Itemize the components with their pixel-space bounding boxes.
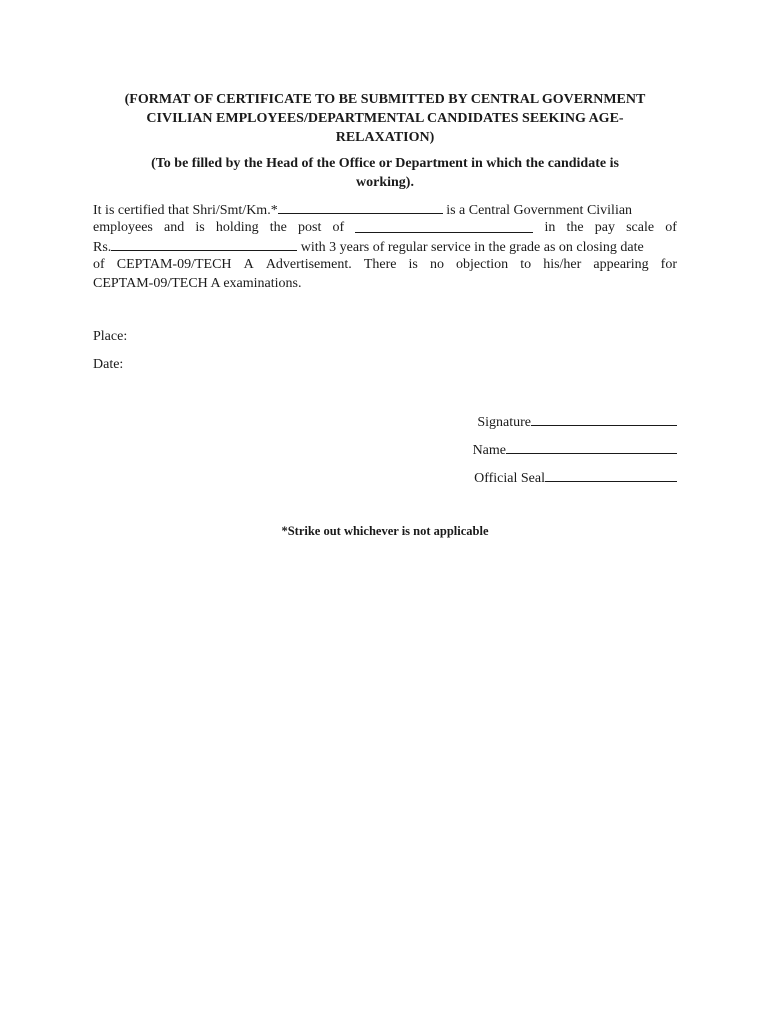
body-text: is a Central Government Civilian — [442, 203, 633, 218]
body-line-2 — [93, 219, 677, 238]
name-field — [473, 440, 677, 459]
title-line-2: CIVILIAN EMPLOYEES/DEPARTMENTAL CANDIDATES SEEKING AGE- — [146, 111, 624, 126]
signature-label: Signature — [477, 415, 531, 430]
signature-blank[interactable] — [531, 412, 677, 426]
footnote: *Strike out whichever is not applicable — [281, 524, 489, 538]
body-word: There — [363, 257, 397, 273]
body-word: objection — [456, 257, 509, 273]
body-line-5 — [93, 275, 677, 294]
body-word: to — [520, 257, 532, 273]
signature-field — [477, 412, 677, 431]
candidate-name-blank[interactable] — [278, 200, 443, 214]
body-word: no — [429, 257, 444, 273]
body-line-4 — [93, 256, 677, 275]
certificate-title — [88, 90, 682, 147]
subtitle-line-1: (To be filled by the Head of the Office or Department in which the candidate is — [151, 156, 619, 171]
body-word: scale — [626, 219, 655, 235]
official-seal-label: Official Seal — [474, 471, 545, 486]
body-text: CEPTAM-09/TECH A examinations. — [93, 275, 302, 291]
certificate-body — [93, 200, 677, 293]
body-word: of — [332, 219, 345, 235]
body-word: appearing — [593, 257, 649, 273]
body-text: with 3 years of regular service in the grade as on closing date — [297, 240, 644, 256]
place-label: Place: — [93, 329, 128, 344]
body-word: Advertisement. — [265, 257, 352, 273]
title-line-3: RELAXATION) — [335, 130, 435, 145]
body-word: and — [164, 219, 185, 235]
body-word: holding — [215, 219, 259, 235]
post-blank[interactable] — [355, 219, 533, 233]
official-seal-blank[interactable] — [545, 468, 677, 482]
pay-scale-blank[interactable] — [111, 237, 297, 251]
body-word: post — [298, 219, 322, 235]
subtitle-line-2: working). — [356, 175, 414, 190]
body-word: in — [544, 219, 556, 235]
name-blank[interactable] — [506, 440, 677, 454]
body-text: Rs. — [93, 240, 112, 256]
date-label: Date: — [93, 357, 124, 372]
body-word: of — [93, 257, 105, 273]
body-line-3 — [93, 237, 677, 256]
body-word: is — [408, 257, 418, 273]
body-word: his/her — [543, 257, 582, 273]
body-word: is — [195, 219, 205, 235]
body-text: It is certified that Shri/Smt/Km.* — [93, 203, 278, 218]
body-word: pay — [594, 219, 615, 235]
body-word: for — [660, 257, 677, 273]
body-word: employees — [93, 219, 153, 235]
title-line-1: (FORMAT OF CERTIFICATE TO BE SUBMITTED BY CENTRAL GOVERNMENT — [124, 92, 646, 107]
body-word: of — [665, 219, 677, 235]
official-seal-field — [474, 468, 677, 487]
body-word: the — [269, 219, 287, 235]
name-label: Name — [472, 443, 506, 458]
body-word: the — [566, 219, 584, 235]
certificate-subtitle — [100, 154, 670, 192]
body-word: CEPTAM-09/TECH — [116, 257, 232, 273]
body-word: A — [243, 257, 254, 273]
body-line-1 — [93, 200, 677, 219]
